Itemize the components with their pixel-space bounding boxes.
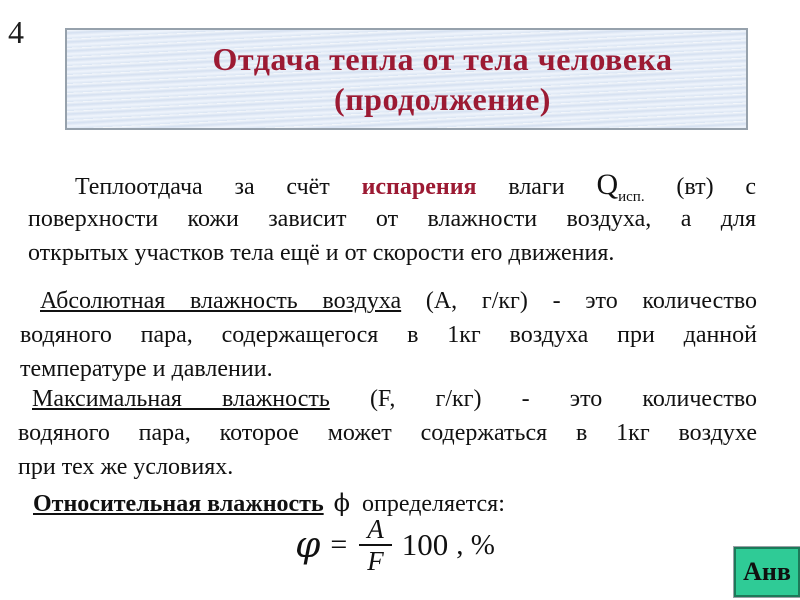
text-line: водяного пара, содержащегося в 1кг воздуха при данной [20, 322, 757, 348]
fraction-denominator: F [367, 546, 384, 576]
text-line: при тех же условиях. [18, 454, 234, 480]
paragraph-max-humidity [18, 382, 757, 484]
text-line: температуре и давлении. [20, 356, 273, 382]
text-line: водяного пара, которое может содержаться в 1кг воздухе [18, 420, 757, 446]
text-line: Абсолютная влажность воздуха (А, г/кг) - это количество [40, 288, 757, 314]
text-line: Максимальная влажность (F, г/кг) - это количество [32, 386, 757, 412]
text-line: Теплоотдача за счёт испарения влаги $Q_{исп.}$ (вт) с [75, 168, 757, 205]
slide-number: 4 [8, 14, 24, 50]
fraction-numerator: A [359, 514, 392, 546]
formula-phi: φ [295, 524, 321, 566]
paragraph-heat-evaporation [28, 168, 756, 270]
formula-relative-humidity [0, 514, 790, 576]
text-line: Относительная влажность ϕ определяется: [33, 489, 505, 517]
title-box [65, 28, 748, 130]
slide-title-line-2: (продолжение) [334, 81, 551, 117]
paragraph-absolute-humidity [20, 284, 757, 386]
text-line: поверхности кожи зависит от влажности воздуха, а для [28, 206, 756, 232]
formula-units: , % [456, 528, 495, 561]
slide-title-line-1: Отдача тепла от тела человека [212, 41, 673, 77]
formula-equals-sign: = [330, 528, 348, 561]
formula-factor: 100 [401, 527, 449, 562]
nav-button[interactable]: Анв [734, 547, 800, 597]
text-line: открытых участков тела ещё и от скорости его движения. [28, 240, 615, 266]
formula-fraction [359, 514, 392, 576]
